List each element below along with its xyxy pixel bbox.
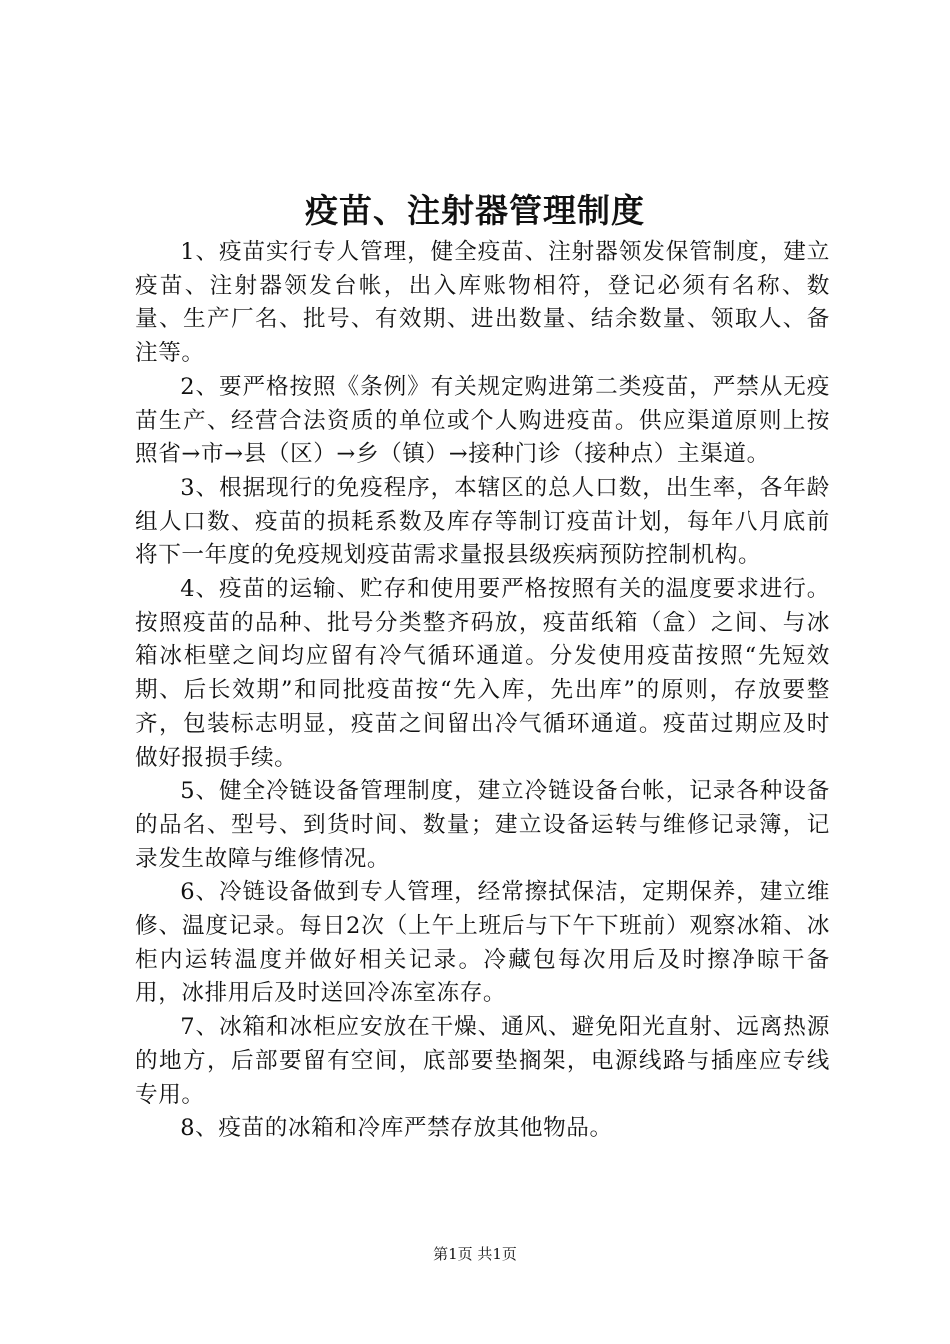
paragraph-6: 6、冷链设备做到专人管理，经常擦拭保洁，定期保养，建立维修、温度记录。每日2次（上午上班后与下午下班前）观察冰箱、冰柜内运转温度并做好相关记录。冷藏包每次用后及时擦净晾干备用，冰排用后及时送回冷冻室冻存。 [135,879,830,1007]
paragraph-7: 7、冰箱和冰柜应安放在干燥、通风、避免阳光直射、远离热源的地方，后部要留有空间，底部要垫搁架，电源线路与插座应专线专用。 [135,1014,830,1108]
paragraph-3: 3、根据现行的免疫程序，本辖区的总人口数，出生率，各年龄组人口数、疫苗的损耗系数及库存等制订疫苗计划，每年八月底前将下一年度的免疫规划疫苗需求量报县级疾病预防控制机构。 [135,474,830,569]
paragraph-8: 8、疫苗的冰箱和冷库严禁存放其他物品。 [180,1115,613,1142]
page-footer: 第1页 共1页 [433,1245,517,1263]
paragraph-5: 5、健全冷链设备管理制度，建立冷链设备台帐，记录各种设备的品名、型号、到货时间、数量；建立设备运转与维修记录簿，记录发生故障与维修情况。 [135,778,830,872]
paragraph-4: 4、疫苗的运输、贮存和使用要严格按照有关的温度要求进行。按照疫苗的品种、批号分类整齐码放，疫苗纸箱（盒）之间、与冰箱冰柜壁之间均应留有冷气循环通道。分发使用疫苗按照“先短效期、后长效期”和同批疫苗按“先入库，先出库”的原则，存放要整齐，包装标志明显，疫苗之间留出冷气循环通道。疫苗过期应及时做好报损手续。 [135,576,830,771]
document-body [135,236,830,1146]
page-title: 疫苗、注射器管理制度 [305,191,645,230]
paragraph-2: 2、要严格按照《条例》有关规定购进第二类疫苗，严禁从无疫苗生产、经营合法资质的单位或个人购进疫苗。供应渠道原则上按照省→市→县（区）→乡（镇）→接种门诊（接种点）主渠道。 [135,373,830,468]
paragraph-1: 1、疫苗实行专人管理，健全疫苗、注射器领发保管制度，建立疫苗、注射器领发台帐，出入库账物相符，登记必须有名称、数量、生产厂名、批号、有效期、进出数量、结余数量、领取人、备注等。 [135,239,830,367]
